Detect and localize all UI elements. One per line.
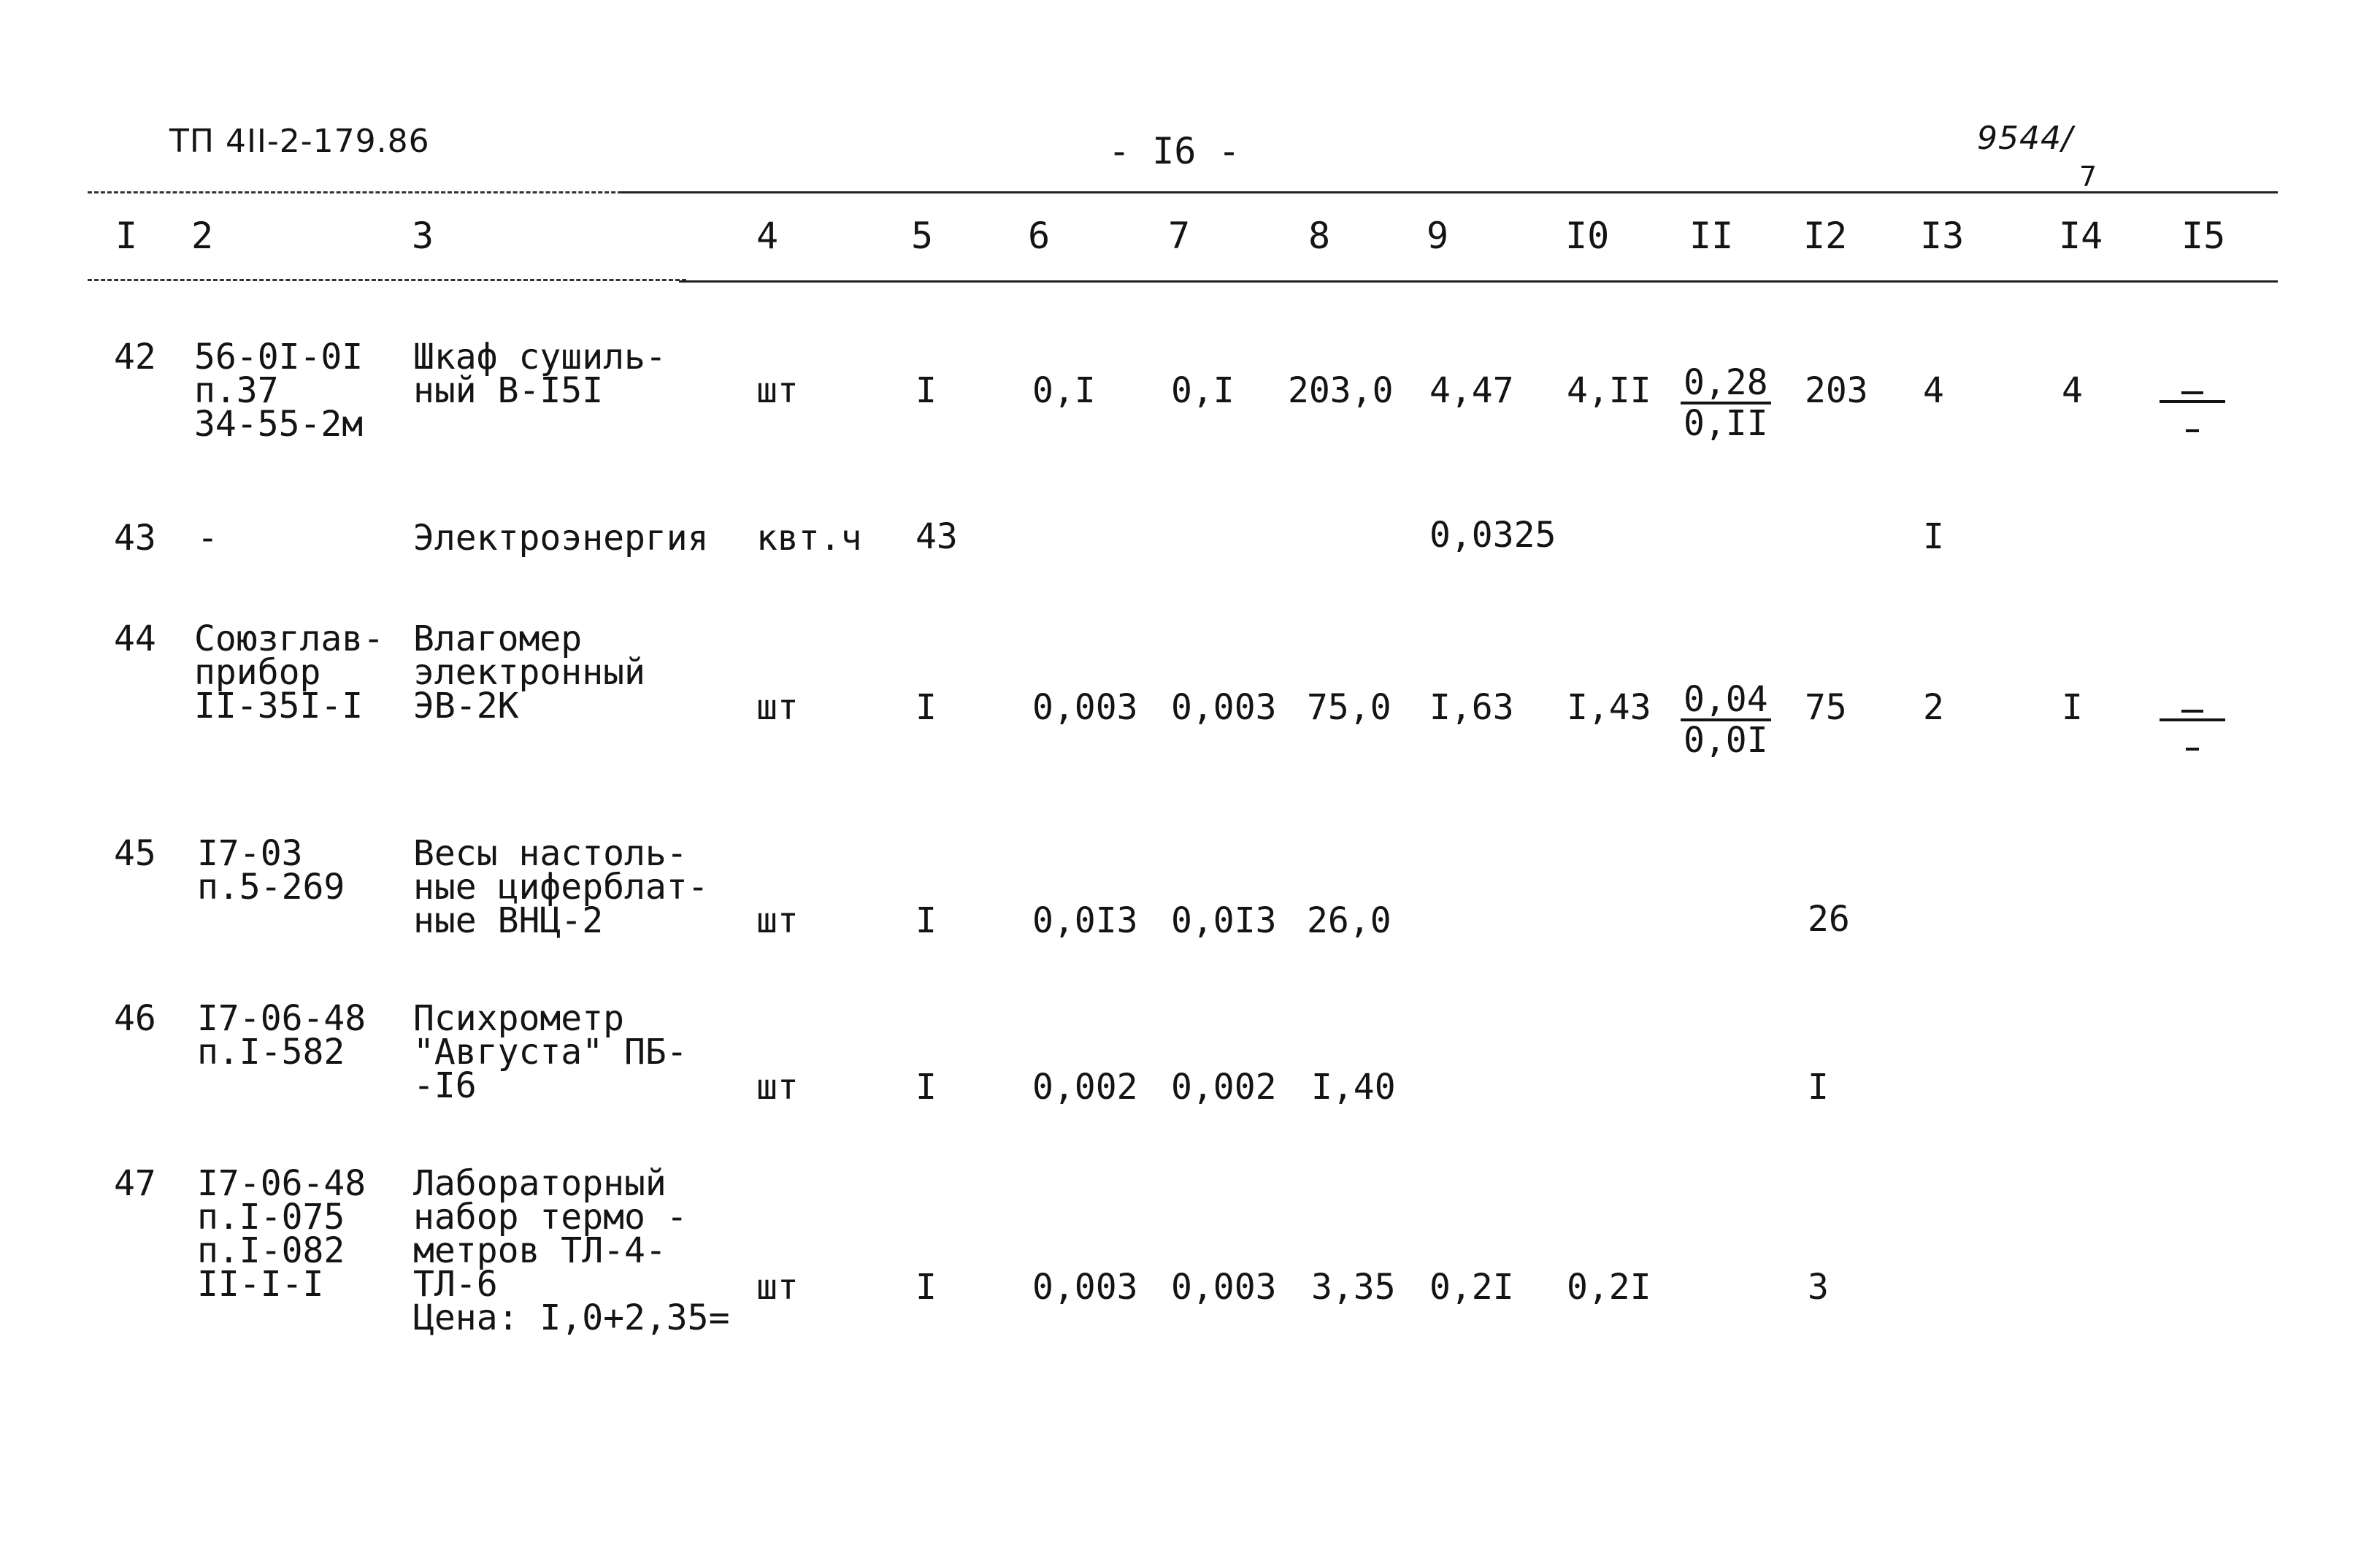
col11-fraction — [1681, 680, 1771, 759]
col6-value: 0,0I3 — [1032, 900, 1138, 941]
col6-value: 0,002 — [1032, 1067, 1138, 1108]
quantity: I — [915, 1267, 937, 1308]
reference-code: Союзглав- прибор II-35I-I — [194, 618, 385, 726]
col9-value: 4,47 — [1429, 370, 1514, 411]
col8-value: I,40 — [1311, 1067, 1396, 1108]
row-number: 47 — [114, 1163, 156, 1204]
col6-value: 0,I — [1032, 370, 1096, 411]
column-header: I — [115, 215, 138, 257]
col7-value: 0,003 — [1171, 1267, 1277, 1308]
document-code: ТП 4II-2-179.86 — [169, 123, 430, 160]
col15-dash-fraction — [2160, 369, 2225, 435]
col12-value: 203 — [1805, 370, 1868, 411]
quantity: I — [915, 1067, 937, 1108]
col12-value: 26 — [1808, 899, 1850, 940]
col10-value: 0,2I — [1567, 1267, 1651, 1308]
column-header: 4 — [756, 215, 779, 257]
reference-code: I7-03 п.5-269 — [197, 833, 345, 908]
col12-value: 75 — [1805, 687, 1847, 728]
column-header: 6 — [1028, 215, 1051, 257]
item-name: Весы настоль- ные циферблат- ные ВНЦ-2 — [413, 833, 709, 941]
item-name: Психрометр "Августа" ПБ- -I6 — [413, 998, 688, 1106]
fraction-numerator: 0,04 — [1681, 680, 1771, 721]
col7-value: 0,0I3 — [1171, 900, 1277, 941]
reference-code: - — [197, 518, 218, 559]
col6-value: 0,003 — [1032, 687, 1138, 728]
col8-value: 26,0 — [1307, 900, 1391, 941]
column-header: I0 — [1565, 215, 1610, 257]
col9-value: 0,0325 — [1429, 515, 1556, 556]
col14-value: 4 — [2062, 370, 2083, 411]
column-header: 9 — [1427, 215, 1449, 257]
page-number: - I6 - — [1108, 130, 1240, 172]
column-header: 8 — [1308, 215, 1331, 257]
col8-value: 75,0 — [1307, 687, 1391, 728]
unit: квт.ч — [756, 518, 862, 559]
col8-value: 203,0 — [1288, 370, 1394, 411]
row-number: 42 — [114, 337, 156, 377]
col12-value: I — [1808, 1067, 1829, 1108]
reference-code: 56-0I-0I п.37 34-55-2м — [194, 337, 364, 445]
column-header: I4 — [2059, 215, 2103, 257]
col13-value: I — [1923, 516, 1944, 557]
header-bottom-rule — [679, 280, 2278, 283]
col8-value: 3,35 — [1311, 1267, 1396, 1308]
col9-value: 0,2I — [1429, 1267, 1514, 1308]
quantity: I — [915, 900, 937, 941]
sheet-mark-sub: 7 — [2079, 161, 2098, 193]
column-header: 7 — [1168, 215, 1191, 257]
fraction-denominator: 0,0I — [1684, 720, 1768, 761]
row-number: 44 — [114, 618, 156, 659]
unit: шт — [756, 900, 799, 941]
row-number: 46 — [114, 998, 156, 1039]
quantity: I — [915, 687, 937, 728]
col13-value: 2 — [1923, 687, 1944, 728]
col10-value: I,43 — [1567, 687, 1651, 728]
column-header: II — [1689, 215, 1734, 257]
unit: шт — [756, 1067, 799, 1108]
fraction-denominator: 0,II — [1684, 403, 1768, 444]
reference-code: I7-06-48 п.I-582 — [197, 998, 366, 1073]
top-rule-left — [88, 191, 635, 193]
col9-value: I,63 — [1429, 687, 1514, 728]
column-header: I2 — [1803, 215, 1848, 257]
item-name: Электроэнергия — [413, 518, 709, 559]
col11-fraction — [1681, 364, 1771, 442]
col10-value: 4,II — [1567, 370, 1651, 411]
col7-value: 0,002 — [1171, 1067, 1277, 1108]
row-number: 43 — [114, 518, 156, 559]
col14-value: I — [2062, 687, 2083, 728]
item-name: Лабораторный набор термо - метров ТЛ-4- ТЛ-6 Цена: I,0+2,35= — [413, 1163, 730, 1338]
column-header: 2 — [191, 215, 214, 257]
header-bottom-rule-left — [88, 279, 686, 281]
col7-value: 0,I — [1171, 370, 1235, 411]
top-rule — [621, 191, 2278, 193]
sheet-mark: 9544/ — [1977, 120, 2073, 157]
unit: шт — [756, 370, 799, 411]
unit: шт — [756, 687, 799, 728]
column-header: 5 — [911, 215, 934, 257]
col13-value: 4 — [1923, 370, 1944, 411]
item-name: Шкаф сушиль- ный В-I5I — [413, 337, 667, 411]
column-header: I5 — [2181, 215, 2226, 257]
col6-value: 0,003 — [1032, 1267, 1138, 1308]
row-number: 45 — [114, 833, 156, 874]
quantity: I — [915, 370, 937, 411]
unit: шт — [756, 1267, 799, 1308]
item-name: Влагомер электронный ЭВ-2К — [413, 618, 645, 726]
col12-value: 3 — [1808, 1267, 1829, 1308]
column-header: 3 — [412, 215, 434, 257]
col15-dash-fraction — [2160, 688, 2225, 753]
reference-code: I7-06-48 п.I-075 п.I-082 II-I-I — [197, 1163, 366, 1305]
col7-value: 0,003 — [1171, 687, 1277, 728]
quantity: 43 — [915, 516, 958, 557]
fraction-numerator: 0,28 — [1681, 364, 1771, 404]
column-header: I3 — [1920, 215, 1965, 257]
